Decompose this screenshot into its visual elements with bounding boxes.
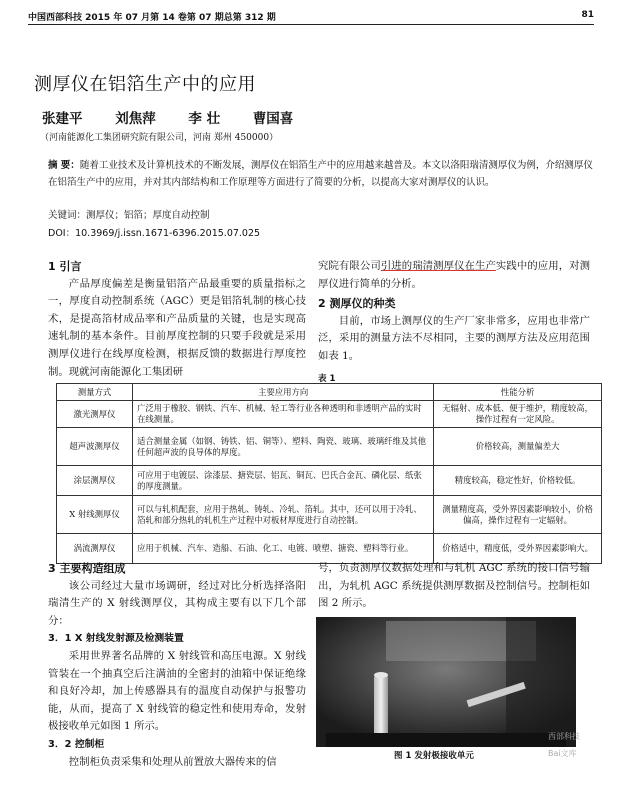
table-cell: X 射线测厚仪 [57,496,133,534]
paragraph: 号，负责测厚仪数据处理和与轧机 AGC 系统的接口信号输出，为轧机 AGC 系统提供测厚数据及控制信号。控制柜如图 2 所示。 [318,562,590,610]
highlighted-text: 引进的瑞清测厚仪在生产 [380,260,496,272]
paragraph: 采用世界著名品牌的 X 射线管和高压电源。X 射线管装在一个抽真空后注满油的全密封的油箱中保证绝缘和良好冷却，加上传感器具有的温度自动保护与报警功能，从而，提高了 X 射线管的稳定性和使用寿命，发射极接收单元如图 1 所示。 [48,649,306,733]
keywords-text: 测厚仪；铝箔；厚度自动控制 [86,210,210,221]
table-cell: 适合测量金属（如钢、铸铁、铝、铜等）、塑料、陶瓷、玻璃、玻璃纤维及其他任何超声波的良导体的厚度。 [133,428,434,466]
table-cell: 价格较高，测量偏差大 [434,428,602,466]
abstract-text: 随着工业技术及计算机技术的不断发展，测厚仪在铝箔生产中的应用越来越普及。本文以洛阳瑞清测厚仪为例，介绍测厚仪在铝箔生产中的应用，并对其内部结构和工作原理等方面进行了简要的分析，以提高大家对测厚仪的认识。 [48,160,593,188]
methods-table [56,383,602,564]
figure-1-photo [316,617,576,747]
table-header: 测量方式 [57,384,133,401]
section-3 [48,560,306,771]
table-header-row [57,384,602,401]
table-cell: 超声波测厚仪 [57,428,133,466]
abstract-label: 摘 要： [48,160,80,171]
column-2-bottom [318,560,590,613]
table-row [57,466,602,496]
abstract [48,157,596,191]
figure-caption: 图 1 发射极接收单元 [394,751,474,761]
table-cell: 价格适中，精度低，受外界因素影响大。 [434,534,602,564]
paragraph: 目前，市场上测厚仪的生产厂家非常多，应用也非常广泛，采用的测量方法不尽相同，主要的测厚方法及应用范围如表 1。 [318,314,590,362]
author: 张建平 [42,111,83,127]
page-number: 81 [581,10,594,20]
table-cell: 激光测厚仪 [57,401,133,428]
paragraph: 究院有限公司引进的瑞清测厚仪在生产实践中的应用，对测厚仪进行简单的分析。 [318,260,591,290]
table-cell: 涡流测厚仪 [57,534,133,564]
column-2-top [318,258,590,366]
table-header: 性能分析 [434,384,602,401]
paragraph: 控制柜负责采集和处理从前置放大器传来的信 [68,755,277,768]
emitter-receiver-photo [316,617,576,747]
affiliation: （河南能源化工集团研究院有限公司，河南 郑州 450000） [40,133,279,143]
table-row [57,401,602,428]
table-cell: 可应用于电镀层、涂漆层、搪瓷层、铝瓦、铜瓦、巴氏合金瓦、磷化层、纸张的厚度测量。 [133,466,434,496]
table-cell: 广泛用于橡胶、钢铁、汽车、机械、轻工等行业各种透明和非透明产品的实时在线测量。 [133,401,434,428]
table-cell: 涂层测厚仪 [57,466,133,496]
keywords [48,207,210,221]
header-rule [28,24,594,25]
table-cell: 应用于机械、汽车、造船、石油、化工、电镀、喷塑、搪瓷、塑料等行业。 [133,534,434,564]
subsection-heading: 3．1 X 射线发射源及检测装置 [48,633,184,645]
journal-info: 中国西部科技 2015 年 07 月第 14 卷第 07 期总第 312 期 [28,13,276,23]
table-row [57,534,602,564]
table-cell: 精度较高，稳定性好，价格较低。 [434,466,602,496]
subsection-heading: 3．2 控制柜 [48,738,105,750]
table-cell: 测量精度高，受外界因素影响较小，价格偏高，操作过程有一定辐射。 [434,496,602,534]
section-heading: 1 引言 [48,260,82,273]
table-row [57,428,602,466]
section-heading: 2 测厚仪的种类 [318,297,396,311]
watermark: 西部科技 [548,732,580,741]
paragraph: 产品厚度偏差是衡量铝箔产品最重要的质量指标之一，厚度自动控制系统（AGC）更是铝箔轧制的核心技术，是提高箔材成品率和产品质量的关键，也是实现高速轧制的基本条件。目前厚度控制的只要手段就是采用测厚仪进行在线厚度检测，根据反馈的数据进行厚度控制。现就河南能源化工集团研 [48,277,306,378]
table-cell: 无辐射、成本低、便于维护，精度较高，操作过程有一定风险。 [434,401,602,428]
watermark-logo: Bai文库 [548,749,577,758]
author: 李 壮 [188,111,221,127]
paper-title: 测厚仪在铝箔生产中的应用 [34,74,256,95]
table-row [57,496,602,534]
author: 刘焦萍 [115,111,156,127]
table-header: 主要应用方向 [133,384,434,401]
keywords-label: 关键词： [48,210,87,221]
author-list [42,107,321,127]
author: 曹国喜 [252,111,294,127]
table-cell: 可以与轧机配套，应用于热轧、铸轧、冷轧、箔轧。其中，还可以用于冷轧、箔轧和部分热轧的轧机生产过程中对板材厚度进行自动控制。 [133,496,434,534]
paragraph: 该公司经过大量市场调研，经过对比分析选择洛阳瑞清生产的 X 射线测厚仪，其构成主要有以下几个部分： [48,579,306,627]
section-heading: 3 主要构造组成 [48,562,126,575]
table-caption: 表 1 [318,374,336,384]
doi: DOI：10.3969/j.issn.1671-6396.2015.07.025 [48,228,261,239]
section-1 [48,258,306,381]
